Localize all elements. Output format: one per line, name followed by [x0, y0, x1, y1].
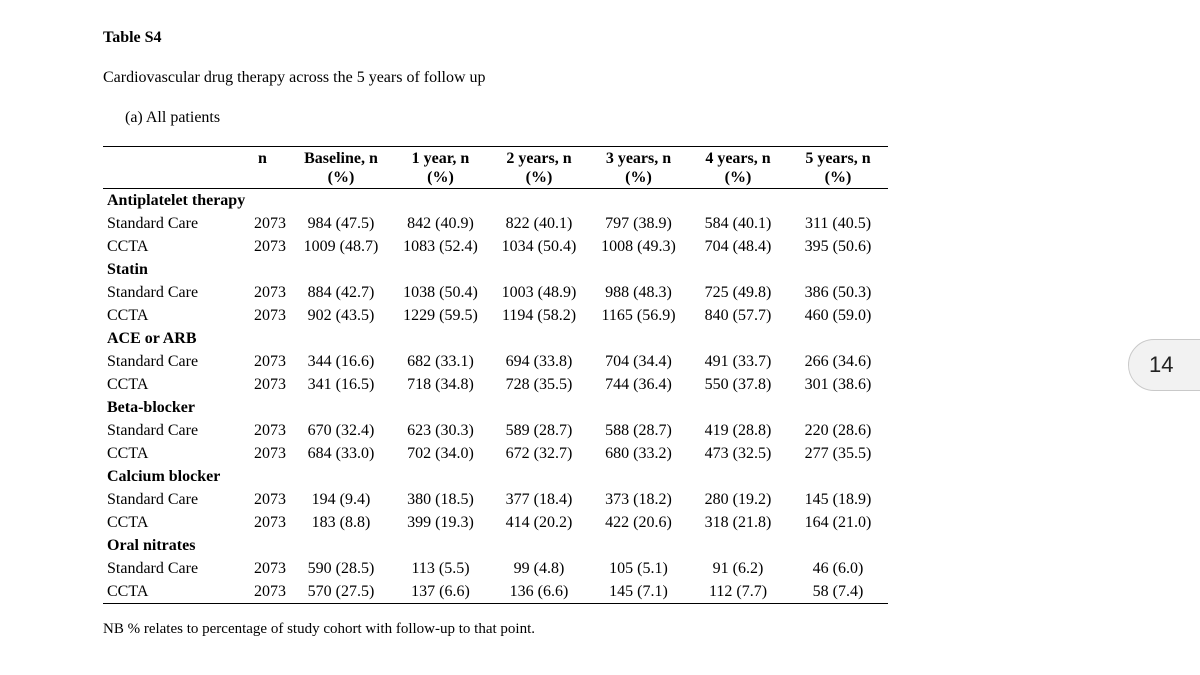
- value-cell: 414 (20.2): [505, 514, 573, 531]
- header-line: (%): [427, 169, 454, 186]
- header-line: Baseline, n: [304, 150, 378, 167]
- table-caption: Cardiovascular drug therapy across the 5 years of follow up: [103, 69, 486, 86]
- header-line: 4 years, n: [705, 150, 771, 167]
- value-cell: 684 (33.0): [307, 445, 375, 462]
- value-cell: 112 (7.7): [688, 580, 788, 604]
- value-cell: 194 (9.4): [311, 491, 371, 508]
- row-n: 2073: [254, 491, 286, 508]
- group-header-row: [103, 258, 888, 281]
- value-cell: 680 (33.2): [605, 445, 672, 462]
- row-label: Standard Care: [107, 215, 199, 232]
- value-cell: 570 (27.5): [290, 580, 392, 604]
- value-cell: 797 (38.9): [605, 215, 672, 232]
- table-row: [103, 419, 888, 442]
- value-cell: 344 (16.6): [307, 353, 375, 370]
- header-cell-period: [688, 147, 788, 189]
- table-row: [103, 511, 888, 534]
- value-cell: 91 (6.2): [712, 560, 764, 577]
- value-cell: 1165 (56.9): [601, 307, 676, 324]
- value-cell: 623 (30.3): [407, 422, 474, 439]
- group-name: Statin: [107, 261, 148, 278]
- value-cell: 422 (20.6): [605, 514, 672, 531]
- table-row: [103, 488, 888, 511]
- value-cell: 136 (6.6): [489, 580, 589, 604]
- value-cell: 220 (28.6): [804, 422, 872, 439]
- table-footnote: NB % relates to percentage of study cohort with follow-up to that point.: [103, 621, 535, 637]
- value-cell: 842 (40.9): [407, 215, 474, 232]
- value-cell: 277 (35.5): [804, 445, 872, 462]
- row-label: Standard Care: [107, 491, 199, 508]
- row-n: 2073: [235, 580, 290, 604]
- value-cell: 984 (47.5): [307, 215, 375, 232]
- value-cell: 280 (19.2): [704, 491, 772, 508]
- value-cell: 145 (18.9): [804, 491, 872, 508]
- value-cell: 988 (48.3): [605, 284, 672, 301]
- value-cell: 399 (19.3): [407, 514, 474, 531]
- row-n: 2073: [254, 560, 286, 577]
- table-row: [103, 235, 888, 258]
- value-cell: 419 (28.8): [704, 422, 772, 439]
- table-row: [103, 442, 888, 465]
- value-cell: 728 (35.5): [505, 376, 573, 393]
- value-cell: 682 (33.1): [407, 353, 474, 370]
- row-label: CCTA: [103, 580, 235, 604]
- value-cell: 704 (48.4): [704, 238, 772, 255]
- row-n: 2073: [254, 238, 286, 255]
- table-row: [103, 304, 888, 327]
- group-name: Calcium blocker: [107, 468, 221, 485]
- value-cell: 395 (50.6): [804, 238, 872, 255]
- row-n: 2073: [254, 376, 286, 393]
- row-label: CCTA: [107, 307, 149, 324]
- header-cell-period: [290, 147, 392, 189]
- value-cell: 266 (34.6): [804, 353, 872, 370]
- row-label: CCTA: [107, 514, 149, 531]
- group-header-row: [103, 189, 888, 213]
- row-label: CCTA: [107, 445, 149, 462]
- value-cell: 1034 (50.4): [501, 238, 577, 255]
- value-cell: 718 (34.8): [407, 376, 474, 393]
- group-name: Beta-blocker: [107, 399, 195, 416]
- value-cell: 301 (38.6): [804, 376, 872, 393]
- value-cell: 58 (7.4): [788, 580, 888, 604]
- value-cell: 1008 (49.3): [601, 238, 676, 255]
- value-cell: 588 (28.7): [605, 422, 672, 439]
- value-cell: 902 (43.5): [307, 307, 375, 324]
- value-cell: 137 (6.6): [392, 580, 489, 604]
- page-number-badge[interactable]: [1128, 339, 1200, 391]
- header-line: 5 years, n: [805, 150, 871, 167]
- value-cell: 386 (50.3): [804, 284, 872, 301]
- value-cell: 341 (16.5): [307, 376, 375, 393]
- value-cell: 460 (59.0): [804, 307, 872, 324]
- value-cell: 1038 (50.4): [403, 284, 478, 301]
- table-body: [103, 189, 888, 604]
- value-cell: 164 (21.0): [804, 514, 872, 531]
- group-header-row: [103, 534, 888, 557]
- table-label: Table S4: [103, 29, 162, 46]
- value-cell: 373 (18.2): [605, 491, 672, 508]
- header-line: (%): [724, 169, 752, 186]
- header-cell-period: [788, 147, 888, 189]
- header-line: 1 year, n: [411, 150, 470, 167]
- value-cell: 380 (18.5): [407, 491, 474, 508]
- value-cell: 694 (33.8): [505, 353, 573, 370]
- value-cell: 491 (33.7): [704, 353, 772, 370]
- header-cell-period: [489, 147, 589, 189]
- value-cell: 822 (40.1): [505, 215, 573, 232]
- value-cell: 670 (32.4): [307, 422, 375, 439]
- group-header-row: [103, 327, 888, 350]
- value-cell: 311 (40.5): [804, 215, 872, 232]
- row-label: Standard Care: [107, 422, 199, 439]
- value-cell: 584 (40.1): [704, 215, 772, 232]
- row-n: 2073: [254, 514, 286, 531]
- header-line: (%): [625, 169, 652, 186]
- header-cell-n: [235, 147, 290, 189]
- header-cell-period: [392, 147, 489, 189]
- value-cell: 183 (8.8): [311, 514, 371, 531]
- table-row: [103, 580, 888, 604]
- header-line: n: [258, 150, 267, 167]
- table-row: [103, 281, 888, 304]
- value-cell: 1009 (48.7): [303, 238, 379, 255]
- value-cell: 884 (42.7): [307, 284, 375, 301]
- row-label: CCTA: [107, 238, 149, 255]
- value-cell: 589 (28.7): [505, 422, 573, 439]
- value-cell: 377 (18.4): [505, 491, 573, 508]
- value-cell: 145 (7.1): [589, 580, 688, 604]
- value-cell: 672 (32.7): [505, 445, 573, 462]
- group-header-row: [103, 396, 888, 419]
- row-label: CCTA: [107, 376, 149, 393]
- value-cell: 318 (21.8): [704, 514, 772, 531]
- group-name: Antiplatelet therapy: [107, 192, 246, 209]
- header-line: (%): [327, 169, 355, 186]
- header-line: 3 years, n: [605, 150, 672, 167]
- value-cell: 1003 (48.9): [501, 284, 577, 301]
- value-cell: 99 (4.8): [513, 560, 565, 577]
- value-cell: 550 (37.8): [704, 376, 772, 393]
- header-cell-period: [589, 147, 688, 189]
- group-header-row: [103, 465, 888, 488]
- header-line: 2 years, n: [506, 150, 572, 167]
- drug-therapy-table: [103, 146, 888, 604]
- table-row: [103, 557, 888, 580]
- row-n: 2073: [254, 215, 286, 232]
- row-n: 2073: [254, 353, 286, 370]
- table-subcaption: (a) All patients: [125, 109, 221, 126]
- group-name: ACE or ARB: [107, 330, 197, 347]
- value-cell: 473 (32.5): [704, 445, 772, 462]
- value-cell: 702 (34.0): [407, 445, 474, 462]
- value-cell: 590 (28.5): [307, 560, 375, 577]
- header-line: (%): [525, 169, 553, 186]
- drug-therapy-table-container: [103, 146, 888, 604]
- table-header-row: [103, 147, 888, 189]
- table-row: [103, 212, 888, 235]
- value-cell: 1194 (58.2): [501, 307, 577, 324]
- table-row: [103, 350, 888, 373]
- value-cell: 744 (36.4): [605, 376, 672, 393]
- header-line: (%): [824, 169, 852, 186]
- row-label: Standard Care: [107, 353, 199, 370]
- header-cell-label: [103, 147, 235, 189]
- row-n: 2073: [254, 445, 286, 462]
- row-label: Standard Care: [107, 284, 199, 301]
- value-cell: 1229 (59.5): [403, 307, 478, 324]
- value-cell: 46 (6.0): [812, 560, 864, 577]
- value-cell: 113 (5.5): [411, 560, 470, 577]
- value-cell: 1083 (52.4): [403, 238, 478, 255]
- group-name: Oral nitrates: [107, 537, 196, 554]
- row-n: 2073: [254, 284, 286, 301]
- value-cell: 105 (5.1): [609, 560, 668, 577]
- value-cell: 840 (57.7): [704, 307, 772, 324]
- row-n: 2073: [254, 307, 286, 324]
- value-cell: 725 (49.8): [704, 284, 772, 301]
- page-number: 14: [1149, 352, 1174, 377]
- row-n: 2073: [254, 422, 286, 439]
- table-row: [103, 373, 888, 396]
- row-label: Standard Care: [107, 560, 199, 577]
- value-cell: 704 (34.4): [605, 353, 672, 370]
